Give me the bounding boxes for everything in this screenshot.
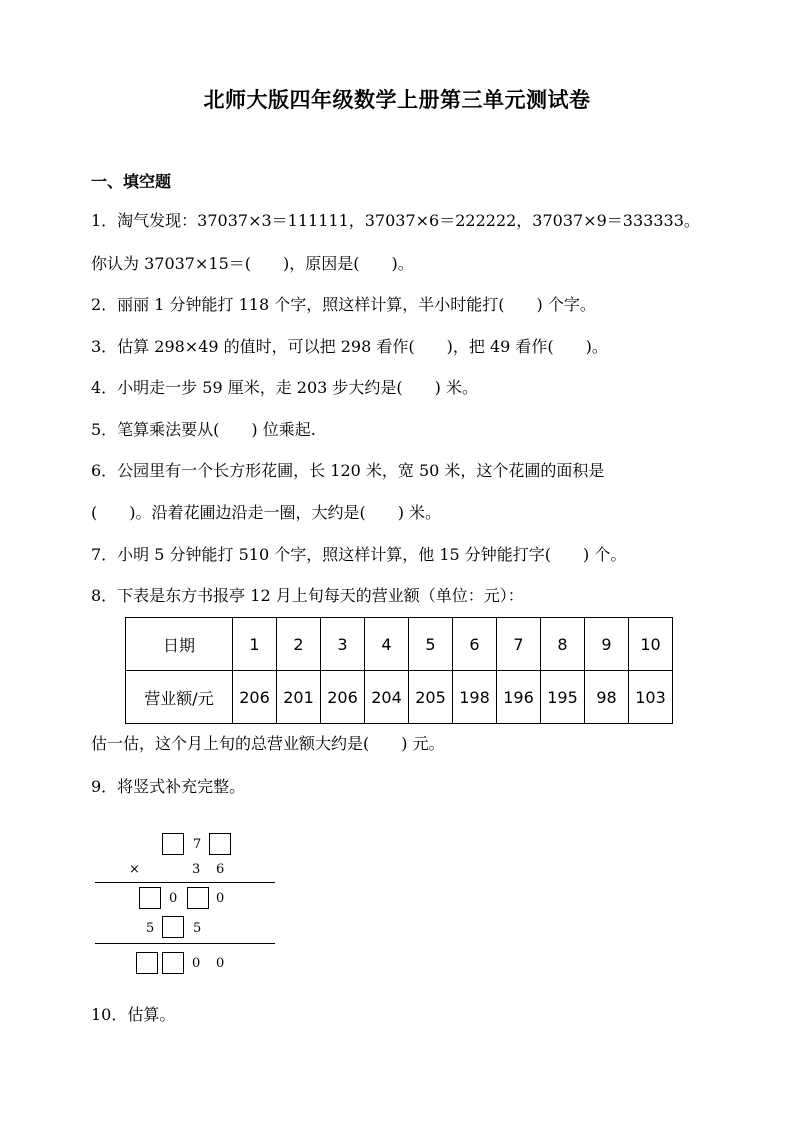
digit: 3 <box>192 862 201 877</box>
question-1-line-2: 你认为 37037×15＝( )，原因是( )。 <box>91 254 414 273</box>
table-cell-day: 9 <box>585 618 629 671</box>
table-cell-amount: 196 <box>497 671 541 724</box>
table-row-amounts <box>126 671 673 724</box>
table-cell-day: 6 <box>453 618 497 671</box>
digit: 5 <box>193 921 202 936</box>
table-row-dates <box>126 618 673 671</box>
table-cell-day: 4 <box>365 618 409 671</box>
calc-divider <box>95 882 275 883</box>
blank-box[interactable] <box>209 833 231 855</box>
digit: 0 <box>216 891 225 906</box>
question-10: 10．估算。 <box>91 1005 176 1024</box>
table-cell-day: 1 <box>233 618 277 671</box>
question-6-line-2: ( )。沿着花圃边沿走一圈，大约是( ) 米。 <box>91 503 442 522</box>
calc-divider <box>95 943 275 944</box>
table-cell-amount: 201 <box>277 671 321 724</box>
table-cell-amount: 103 <box>629 671 673 724</box>
table-header-date: 日期 <box>126 618 233 671</box>
question-7: 7．小明 5 分钟能打 510 个字，照这样计算，他 15 分钟能打字( ) 个。 <box>91 545 627 564</box>
blank-box[interactable] <box>162 952 184 974</box>
table-cell-amount: 206 <box>321 671 365 724</box>
table-cell-amount: 205 <box>409 671 453 724</box>
page-title: 北师大版四年级数学上册第三单元测试卷 <box>203 87 591 112</box>
table-cell-amount: 206 <box>233 671 277 724</box>
table-cell-day: 5 <box>409 618 453 671</box>
question-1-line-1: 1．淘气发现：37037×3＝111111，37037×6＝222222，37037×9＝333333。 <box>91 211 700 230</box>
digit: 6 <box>216 862 225 877</box>
question-4: 4．小明走一步 59 厘米，走 203 步大约是( ) 米。 <box>91 378 478 397</box>
digit: 7 <box>193 837 202 852</box>
times-sign: × <box>129 862 140 877</box>
table-cell-day: 7 <box>497 618 541 671</box>
blank-box[interactable] <box>139 887 161 909</box>
table-header-amount: 营业额/元 <box>126 671 233 724</box>
question-5: 5．笔算乘法要从( ) 位乘起. <box>91 420 316 439</box>
table-cell-amount: 195 <box>541 671 585 724</box>
section-heading: 一、填空题 <box>91 172 172 191</box>
table-cell-day: 8 <box>541 618 585 671</box>
table-cell-day: 3 <box>321 618 365 671</box>
blank-box[interactable] <box>136 952 158 974</box>
vertical-multiplication <box>91 828 281 978</box>
question-6-line-1: 6．公园里有一个长方形花圃，长 120 米，宽 50 米，这个花圃的面积是 <box>91 461 605 480</box>
blank-box[interactable] <box>187 887 209 909</box>
table-cell-amount: 204 <box>365 671 409 724</box>
table-cell-amount: 98 <box>585 671 629 724</box>
question-9: 9．将竖式补充完整。 <box>91 777 246 796</box>
digit: 5 <box>146 921 155 936</box>
question-2: 2．丽丽 1 分钟能打 118 个字，照这样计算，半小时能打( ) 个字。 <box>91 295 596 314</box>
question-8: 8．下表是东方书报亭 12 月上旬每天的营业额（单位：元）： <box>91 586 524 605</box>
sales-table <box>125 617 673 724</box>
question-3: 3．估算 298×49 的值时，可以把 298 看作( )，把 49 看作( )。 <box>91 337 608 356</box>
table-cell-day: 2 <box>277 618 321 671</box>
table-cell-amount: 198 <box>453 671 497 724</box>
blank-box[interactable] <box>162 833 184 855</box>
digit: 0 <box>169 891 178 906</box>
table-cell-day: 10 <box>629 618 673 671</box>
blank-box[interactable] <box>162 916 184 938</box>
digit: 0 <box>192 956 201 971</box>
digit: 0 <box>216 956 225 971</box>
question-8-estimate: 估一估，这个月上旬的总营业额大约是( ) 元。 <box>91 734 445 753</box>
